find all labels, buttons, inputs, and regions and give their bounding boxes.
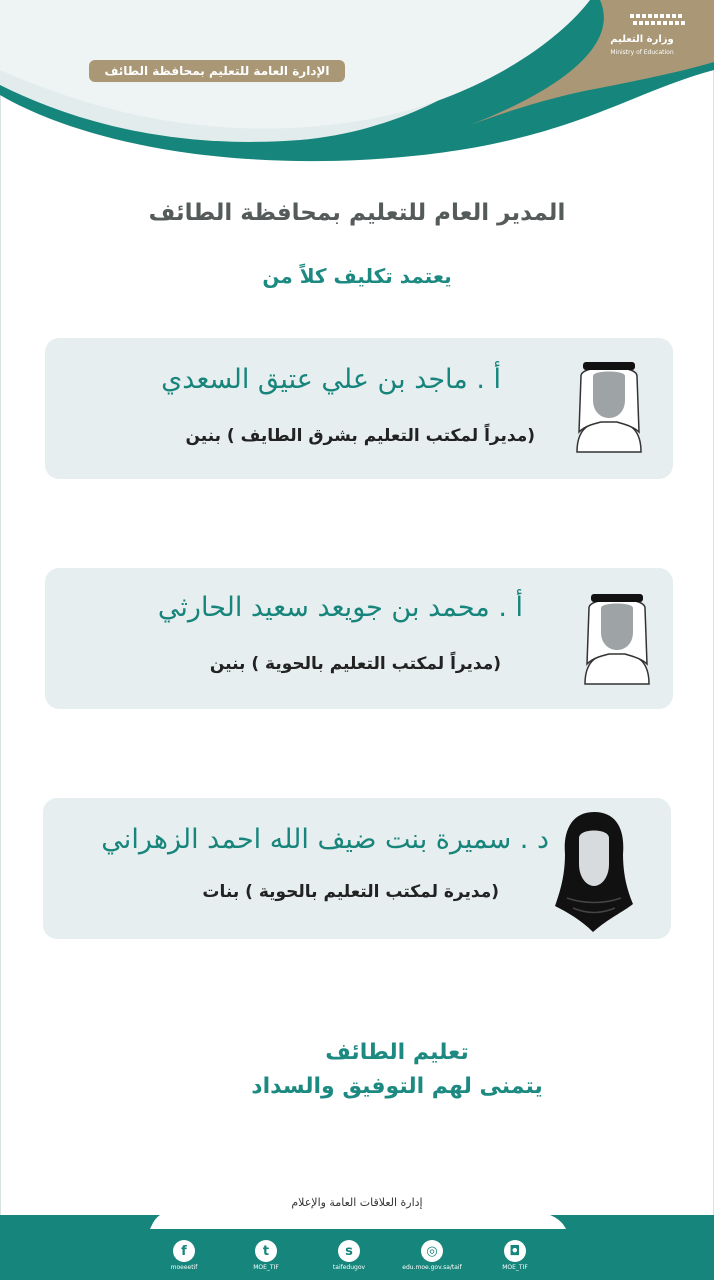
social-label: moeeetif: [170, 1264, 198, 1271]
facebook-icon: f: [173, 1240, 195, 1262]
social-label: taifedugov: [332, 1264, 366, 1271]
social-instagram[interactable]: [480, 1240, 550, 1271]
person-name: أ . ماجد بن علي عتيق السعدي: [161, 364, 501, 395]
person-card: [45, 568, 673, 709]
social-label: MOE_TIF: [502, 1264, 528, 1271]
social-twitter[interactable]: [231, 1240, 301, 1271]
person-name: أ . محمد بن جويعد سعيد الحارثي: [157, 592, 523, 623]
person-role: (مديراً لمكتب التعليم بالحوية ) بنين: [209, 654, 501, 674]
page-title: المدير العام للتعليم بمحافظة الطائف: [148, 200, 566, 226]
ministry-logo-icon: [630, 12, 690, 32]
logo-arabic-text: وزارة التعليم: [610, 34, 674, 45]
person-card: [43, 798, 671, 939]
footer-tab-shape: [0, 1215, 714, 1235]
female-avatar-icon: [553, 808, 635, 932]
social-label: edu.moe.gov.sa/taif: [402, 1264, 462, 1271]
department-label: إدارة العلاقات العامة والإعلام: [291, 1196, 423, 1209]
closing-line-2: يتمنى لهم التوفيق والسداد: [251, 1074, 543, 1099]
directorate-banner: الإدارة العامة للتعليم بمحافظة الطائف: [89, 60, 345, 82]
person-role: (مديراً لمكتب التعليم بشرق الطايف ) بنين: [185, 426, 535, 446]
male-avatar-icon: [573, 352, 645, 454]
person-role: (مديرة لمكتب التعليم بالحوية ) بنات: [202, 882, 499, 902]
instagram-icon: ◘: [504, 1240, 526, 1262]
social-website[interactable]: [397, 1240, 467, 1271]
ministry-logo: [596, 12, 696, 62]
social-label: MOE_TIF: [253, 1264, 279, 1271]
globe-icon: ◎: [421, 1240, 443, 1262]
male-avatar-icon: [581, 582, 653, 688]
person-name: د . سميرة بنت ضيف الله احمد الزهراني: [101, 824, 549, 855]
snapchat-icon: s: [338, 1240, 360, 1262]
social-facebook[interactable]: [149, 1240, 219, 1271]
closing-line-1: تعليم الطائف: [325, 1040, 469, 1065]
twitter-icon: t: [255, 1240, 277, 1262]
social-snapchat[interactable]: [314, 1240, 384, 1271]
page-subtitle: يعتمد تكليف كلاً من: [262, 264, 452, 288]
logo-english-text: Ministry of Education: [610, 49, 674, 56]
person-card: [45, 338, 673, 479]
